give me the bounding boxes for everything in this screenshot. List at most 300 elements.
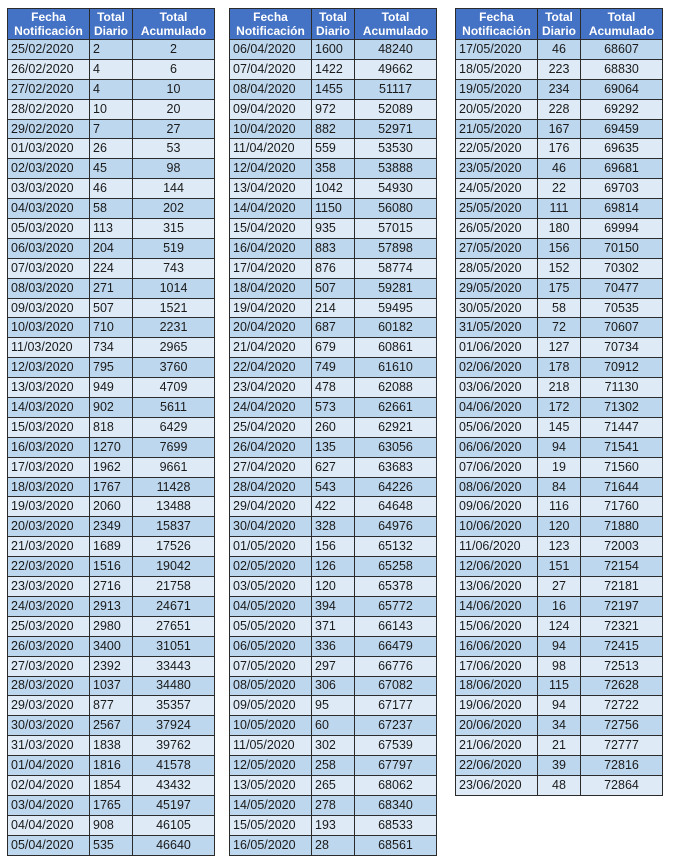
table-row xyxy=(8,99,215,119)
cell-date: 18/05/2020 xyxy=(456,59,538,79)
header-row xyxy=(456,9,663,40)
cell-cumulative: 45197 xyxy=(133,795,215,815)
table-row xyxy=(230,577,437,597)
cell-date: 14/06/2020 xyxy=(456,596,538,616)
cell-cumulative: 57015 xyxy=(355,219,437,239)
table-row xyxy=(230,99,437,119)
cell-cumulative: 70150 xyxy=(581,238,663,258)
table-row xyxy=(456,119,663,139)
cell-cumulative: 71447 xyxy=(581,417,663,437)
header-cumulative: Total Acumulado xyxy=(355,9,437,40)
table-row xyxy=(456,59,663,79)
cell-date: 30/05/2020 xyxy=(456,298,538,318)
table-row xyxy=(8,775,215,795)
cell-date: 12/04/2020 xyxy=(230,159,312,179)
cell-date: 09/05/2020 xyxy=(230,696,312,716)
cell-date: 12/05/2020 xyxy=(230,756,312,776)
cell-date: 07/04/2020 xyxy=(230,59,312,79)
table-row xyxy=(230,457,437,477)
cell-daily: 22 xyxy=(538,179,581,199)
cell-daily: 1765 xyxy=(90,795,133,815)
table-row xyxy=(456,258,663,278)
cell-date: 03/06/2020 xyxy=(456,378,538,398)
table-row xyxy=(230,795,437,815)
cell-cumulative: 72756 xyxy=(581,716,663,736)
cell-daily: 818 xyxy=(90,417,133,437)
cell-daily: 371 xyxy=(312,616,355,636)
cell-date: 11/05/2020 xyxy=(230,736,312,756)
cell-daily: 1037 xyxy=(90,676,133,696)
cell-daily: 156 xyxy=(312,537,355,557)
cell-cumulative: 69064 xyxy=(581,79,663,99)
cell-daily: 1838 xyxy=(90,736,133,756)
table-body xyxy=(456,40,663,796)
cell-cumulative: 46105 xyxy=(133,815,215,835)
cell-date: 10/05/2020 xyxy=(230,716,312,736)
cell-daily: 95 xyxy=(312,696,355,716)
table-row xyxy=(8,696,215,716)
cell-cumulative: 68533 xyxy=(355,815,437,835)
cell-cumulative: 52971 xyxy=(355,119,437,139)
cell-date: 22/04/2020 xyxy=(230,358,312,378)
cell-cumulative: 59281 xyxy=(355,278,437,298)
table-row xyxy=(230,278,437,298)
cell-cumulative: 72415 xyxy=(581,636,663,656)
cell-cumulative: 64648 xyxy=(355,497,437,517)
cell-date: 09/03/2020 xyxy=(8,298,90,318)
cell-cumulative: 65258 xyxy=(355,557,437,577)
cell-daily: 72 xyxy=(538,318,581,338)
cell-daily: 1816 xyxy=(90,756,133,776)
cell-daily: 2567 xyxy=(90,716,133,736)
cell-daily: 94 xyxy=(538,437,581,457)
cell-date: 03/03/2020 xyxy=(8,179,90,199)
table-row xyxy=(456,537,663,557)
table-row xyxy=(230,437,437,457)
cell-cumulative: 33443 xyxy=(133,656,215,676)
cell-daily: 627 xyxy=(312,457,355,477)
cell-cumulative: 69459 xyxy=(581,119,663,139)
cell-date: 06/06/2020 xyxy=(456,437,538,457)
cell-date: 01/03/2020 xyxy=(8,139,90,159)
cell-cumulative: 71541 xyxy=(581,437,663,457)
table-row xyxy=(8,577,215,597)
table-row xyxy=(8,517,215,537)
table-row xyxy=(230,736,437,756)
table-row xyxy=(456,318,663,338)
cell-daily: 710 xyxy=(90,318,133,338)
table-row xyxy=(456,696,663,716)
cell-date: 01/04/2020 xyxy=(8,756,90,776)
cell-daily: 422 xyxy=(312,497,355,517)
cell-date: 11/06/2020 xyxy=(456,537,538,557)
cell-cumulative: 17526 xyxy=(133,537,215,557)
cell-date: 26/04/2020 xyxy=(230,437,312,457)
cell-cumulative: 66143 xyxy=(355,616,437,636)
cell-cumulative: 67797 xyxy=(355,756,437,776)
cell-daily: 1854 xyxy=(90,775,133,795)
cell-cumulative: 71302 xyxy=(581,398,663,418)
cell-date: 06/03/2020 xyxy=(8,238,90,258)
cell-date: 31/03/2020 xyxy=(8,736,90,756)
cell-cumulative: 57898 xyxy=(355,238,437,258)
cell-daily: 1042 xyxy=(312,179,355,199)
cell-daily: 1516 xyxy=(90,557,133,577)
table-row xyxy=(456,219,663,239)
table-row xyxy=(456,99,663,119)
table-row xyxy=(8,676,215,696)
cell-date: 09/04/2020 xyxy=(230,99,312,119)
cell-cumulative: 71130 xyxy=(581,378,663,398)
cell-cumulative: 64976 xyxy=(355,517,437,537)
cell-cumulative: 6429 xyxy=(133,417,215,437)
table-row xyxy=(230,398,437,418)
cell-daily: 10 xyxy=(90,99,133,119)
cell-cumulative: 70535 xyxy=(581,298,663,318)
cell-daily: 4 xyxy=(90,79,133,99)
cell-cumulative: 37924 xyxy=(133,716,215,736)
cell-date: 08/04/2020 xyxy=(230,79,312,99)
table-row xyxy=(456,457,663,477)
cell-daily: 265 xyxy=(312,775,355,795)
cell-daily: 3400 xyxy=(90,636,133,656)
table-row xyxy=(8,298,215,318)
cell-date: 15/05/2020 xyxy=(230,815,312,835)
cell-daily: 16 xyxy=(538,596,581,616)
cell-cumulative: 71560 xyxy=(581,457,663,477)
cell-cumulative: 72003 xyxy=(581,537,663,557)
table-row xyxy=(456,40,663,60)
cell-daily: 902 xyxy=(90,398,133,418)
cell-daily: 478 xyxy=(312,378,355,398)
cell-date: 21/05/2020 xyxy=(456,119,538,139)
cell-date: 05/05/2020 xyxy=(230,616,312,636)
cell-date: 03/05/2020 xyxy=(230,577,312,597)
table-row xyxy=(8,736,215,756)
cell-cumulative: 51117 xyxy=(355,79,437,99)
cell-date: 11/04/2020 xyxy=(230,139,312,159)
table-row xyxy=(8,437,215,457)
cell-daily: 28 xyxy=(312,835,355,855)
table-body xyxy=(230,40,437,856)
cell-date: 26/02/2020 xyxy=(8,59,90,79)
table-row xyxy=(456,716,663,736)
cell-date: 17/05/2020 xyxy=(456,40,538,60)
cell-date: 29/02/2020 xyxy=(8,119,90,139)
cell-cumulative: 68062 xyxy=(355,775,437,795)
cell-cumulative: 53530 xyxy=(355,139,437,159)
cell-daily: 39 xyxy=(538,756,581,776)
table-row xyxy=(230,59,437,79)
cell-daily: 2716 xyxy=(90,577,133,597)
table-row xyxy=(8,219,215,239)
cell-cumulative: 46640 xyxy=(133,835,215,855)
cell-daily: 1455 xyxy=(312,79,355,99)
cell-date: 26/03/2020 xyxy=(8,636,90,656)
cell-date: 14/05/2020 xyxy=(230,795,312,815)
cell-cumulative: 69994 xyxy=(581,219,663,239)
cell-date: 26/05/2020 xyxy=(456,219,538,239)
cell-daily: 2060 xyxy=(90,497,133,517)
cell-date: 17/04/2020 xyxy=(230,258,312,278)
cell-date: 12/03/2020 xyxy=(8,358,90,378)
table-row xyxy=(456,775,663,795)
table-row xyxy=(230,139,437,159)
cell-date: 15/04/2020 xyxy=(230,219,312,239)
table-row xyxy=(456,736,663,756)
cell-date: 01/05/2020 xyxy=(230,537,312,557)
table-row xyxy=(8,199,215,219)
cell-cumulative: 6 xyxy=(133,59,215,79)
cell-cumulative: 72777 xyxy=(581,736,663,756)
cell-daily: 1422 xyxy=(312,59,355,79)
cell-date: 20/06/2020 xyxy=(456,716,538,736)
cell-date: 21/03/2020 xyxy=(8,537,90,557)
table-row xyxy=(8,596,215,616)
cell-date: 23/04/2020 xyxy=(230,378,312,398)
cell-daily: 1150 xyxy=(312,199,355,219)
cell-cumulative: 1014 xyxy=(133,278,215,298)
cell-daily: 877 xyxy=(90,696,133,716)
cell-cumulative: 71880 xyxy=(581,517,663,537)
cell-daily: 46 xyxy=(538,159,581,179)
table-row xyxy=(456,676,663,696)
cell-cumulative: 315 xyxy=(133,219,215,239)
cell-cumulative: 519 xyxy=(133,238,215,258)
cell-daily: 228 xyxy=(538,99,581,119)
cell-date: 17/06/2020 xyxy=(456,656,538,676)
cell-date: 29/03/2020 xyxy=(8,696,90,716)
cell-daily: 34 xyxy=(538,716,581,736)
cell-daily: 949 xyxy=(90,378,133,398)
cell-cumulative: 67539 xyxy=(355,736,437,756)
table-row xyxy=(456,139,663,159)
cell-cumulative: 60861 xyxy=(355,338,437,358)
cell-date: 05/03/2020 xyxy=(8,219,90,239)
cell-cumulative: 63683 xyxy=(355,457,437,477)
cell-daily: 218 xyxy=(538,378,581,398)
table-row xyxy=(456,557,663,577)
cell-date: 19/03/2020 xyxy=(8,497,90,517)
cell-daily: 271 xyxy=(90,278,133,298)
table-row xyxy=(230,775,437,795)
table-row xyxy=(8,835,215,855)
cell-date: 05/04/2020 xyxy=(8,835,90,855)
cell-daily: 84 xyxy=(538,477,581,497)
cell-cumulative: 34480 xyxy=(133,676,215,696)
table-row xyxy=(230,378,437,398)
table-row xyxy=(456,417,663,437)
cell-daily: 45 xyxy=(90,159,133,179)
cell-daily: 58 xyxy=(538,298,581,318)
cell-date: 28/04/2020 xyxy=(230,477,312,497)
header-row xyxy=(230,9,437,40)
cell-daily: 124 xyxy=(538,616,581,636)
table-body xyxy=(8,40,215,856)
cell-daily: 559 xyxy=(312,139,355,159)
cell-cumulative: 59495 xyxy=(355,298,437,318)
cell-daily: 115 xyxy=(538,676,581,696)
cell-cumulative: 2 xyxy=(133,40,215,60)
cell-cumulative: 15837 xyxy=(133,517,215,537)
table-row xyxy=(8,417,215,437)
table-row xyxy=(8,40,215,60)
table-row xyxy=(8,398,215,418)
cell-cumulative: 72513 xyxy=(581,656,663,676)
header-daily: Total Diario xyxy=(538,9,581,40)
header-cumulative: Total Acumulado xyxy=(133,9,215,40)
cell-date: 12/06/2020 xyxy=(456,557,538,577)
cell-date: 19/05/2020 xyxy=(456,79,538,99)
cell-daily: 358 xyxy=(312,159,355,179)
cell-cumulative: 39762 xyxy=(133,736,215,756)
cell-date: 23/05/2020 xyxy=(456,159,538,179)
table-row xyxy=(456,298,663,318)
cell-cumulative: 5611 xyxy=(133,398,215,418)
cell-daily: 178 xyxy=(538,358,581,378)
cell-cumulative: 19042 xyxy=(133,557,215,577)
cell-cumulative: 72628 xyxy=(581,676,663,696)
cell-date: 19/04/2020 xyxy=(230,298,312,318)
cell-daily: 795 xyxy=(90,358,133,378)
table-row xyxy=(230,199,437,219)
cell-cumulative: 202 xyxy=(133,199,215,219)
cell-cumulative: 63056 xyxy=(355,437,437,457)
cell-daily: 2349 xyxy=(90,517,133,537)
cell-daily: 1270 xyxy=(90,437,133,457)
cell-cumulative: 71760 xyxy=(581,497,663,517)
cell-daily: 98 xyxy=(538,656,581,676)
table-row xyxy=(230,338,437,358)
cell-cumulative: 67177 xyxy=(355,696,437,716)
table-row xyxy=(456,596,663,616)
cell-daily: 1962 xyxy=(90,457,133,477)
cell-cumulative: 53 xyxy=(133,139,215,159)
cell-date: 18/06/2020 xyxy=(456,676,538,696)
table-row xyxy=(456,477,663,497)
table-row xyxy=(8,457,215,477)
cell-cumulative: 3760 xyxy=(133,358,215,378)
cell-cumulative: 60182 xyxy=(355,318,437,338)
cell-date: 14/04/2020 xyxy=(230,199,312,219)
cell-daily: 223 xyxy=(538,59,581,79)
table-row xyxy=(456,616,663,636)
table-row xyxy=(456,179,663,199)
cell-cumulative: 58774 xyxy=(355,258,437,278)
table-row xyxy=(8,159,215,179)
cell-cumulative: 69292 xyxy=(581,99,663,119)
cell-daily: 876 xyxy=(312,258,355,278)
cell-date: 11/03/2020 xyxy=(8,338,90,358)
cell-daily: 176 xyxy=(538,139,581,159)
cell-date: 29/05/2020 xyxy=(456,278,538,298)
cell-daily: 123 xyxy=(538,537,581,557)
table-row xyxy=(8,497,215,517)
cell-date: 02/05/2020 xyxy=(230,557,312,577)
cell-date: 16/05/2020 xyxy=(230,835,312,855)
cell-date: 28/05/2020 xyxy=(456,258,538,278)
cell-cumulative: 69814 xyxy=(581,199,663,219)
table-row xyxy=(230,79,437,99)
cell-daily: 306 xyxy=(312,676,355,696)
table-row xyxy=(230,756,437,776)
cell-daily: 2392 xyxy=(90,656,133,676)
cell-cumulative: 48240 xyxy=(355,40,437,60)
cell-daily: 224 xyxy=(90,258,133,278)
table-row xyxy=(230,238,437,258)
cell-date: 13/06/2020 xyxy=(456,577,538,597)
cell-daily: 113 xyxy=(90,219,133,239)
table-row xyxy=(456,358,663,378)
cell-cumulative: 68340 xyxy=(355,795,437,815)
cell-cumulative: 65378 xyxy=(355,577,437,597)
table-row xyxy=(230,537,437,557)
cell-date: 13/03/2020 xyxy=(8,378,90,398)
table-row xyxy=(230,835,437,855)
cell-cumulative: 62661 xyxy=(355,398,437,418)
cell-date: 09/06/2020 xyxy=(456,497,538,517)
cell-cumulative: 71644 xyxy=(581,477,663,497)
cell-cumulative: 64226 xyxy=(355,477,437,497)
table-row xyxy=(456,338,663,358)
table-row xyxy=(8,179,215,199)
cell-daily: 111 xyxy=(538,199,581,219)
cell-cumulative: 72154 xyxy=(581,557,663,577)
cell-daily: 4 xyxy=(90,59,133,79)
table-row xyxy=(8,537,215,557)
cell-date: 18/03/2020 xyxy=(8,477,90,497)
cell-daily: 2 xyxy=(90,40,133,60)
table-row xyxy=(456,278,663,298)
cell-date: 31/05/2020 xyxy=(456,318,538,338)
cell-cumulative: 31051 xyxy=(133,636,215,656)
table-row xyxy=(230,417,437,437)
cell-cumulative: 72816 xyxy=(581,756,663,776)
cell-date: 20/04/2020 xyxy=(230,318,312,338)
cell-daily: 935 xyxy=(312,219,355,239)
table-row xyxy=(8,278,215,298)
cell-date: 24/05/2020 xyxy=(456,179,538,199)
table-row xyxy=(8,756,215,776)
cell-daily: 908 xyxy=(90,815,133,835)
cell-date: 29/04/2020 xyxy=(230,497,312,517)
cell-daily: 278 xyxy=(312,795,355,815)
cell-date: 24/04/2020 xyxy=(230,398,312,418)
cell-date: 25/05/2020 xyxy=(456,199,538,219)
cell-daily: 2980 xyxy=(90,616,133,636)
cell-cumulative: 69681 xyxy=(581,159,663,179)
cell-date: 18/04/2020 xyxy=(230,278,312,298)
cell-daily: 94 xyxy=(538,636,581,656)
cell-cumulative: 72321 xyxy=(581,616,663,636)
cell-daily: 46 xyxy=(538,40,581,60)
cell-cumulative: 54930 xyxy=(355,179,437,199)
cell-date: 07/06/2020 xyxy=(456,457,538,477)
cell-daily: 120 xyxy=(312,577,355,597)
cell-date: 01/06/2020 xyxy=(456,338,538,358)
cell-date: 10/06/2020 xyxy=(456,517,538,537)
table-row xyxy=(230,616,437,636)
cell-daily: 297 xyxy=(312,656,355,676)
cell-daily: 882 xyxy=(312,119,355,139)
table-row xyxy=(230,656,437,676)
table-row xyxy=(456,378,663,398)
table-row xyxy=(8,636,215,656)
cell-daily: 172 xyxy=(538,398,581,418)
cell-daily: 687 xyxy=(312,318,355,338)
cell-cumulative: 70477 xyxy=(581,278,663,298)
cell-cumulative: 144 xyxy=(133,179,215,199)
